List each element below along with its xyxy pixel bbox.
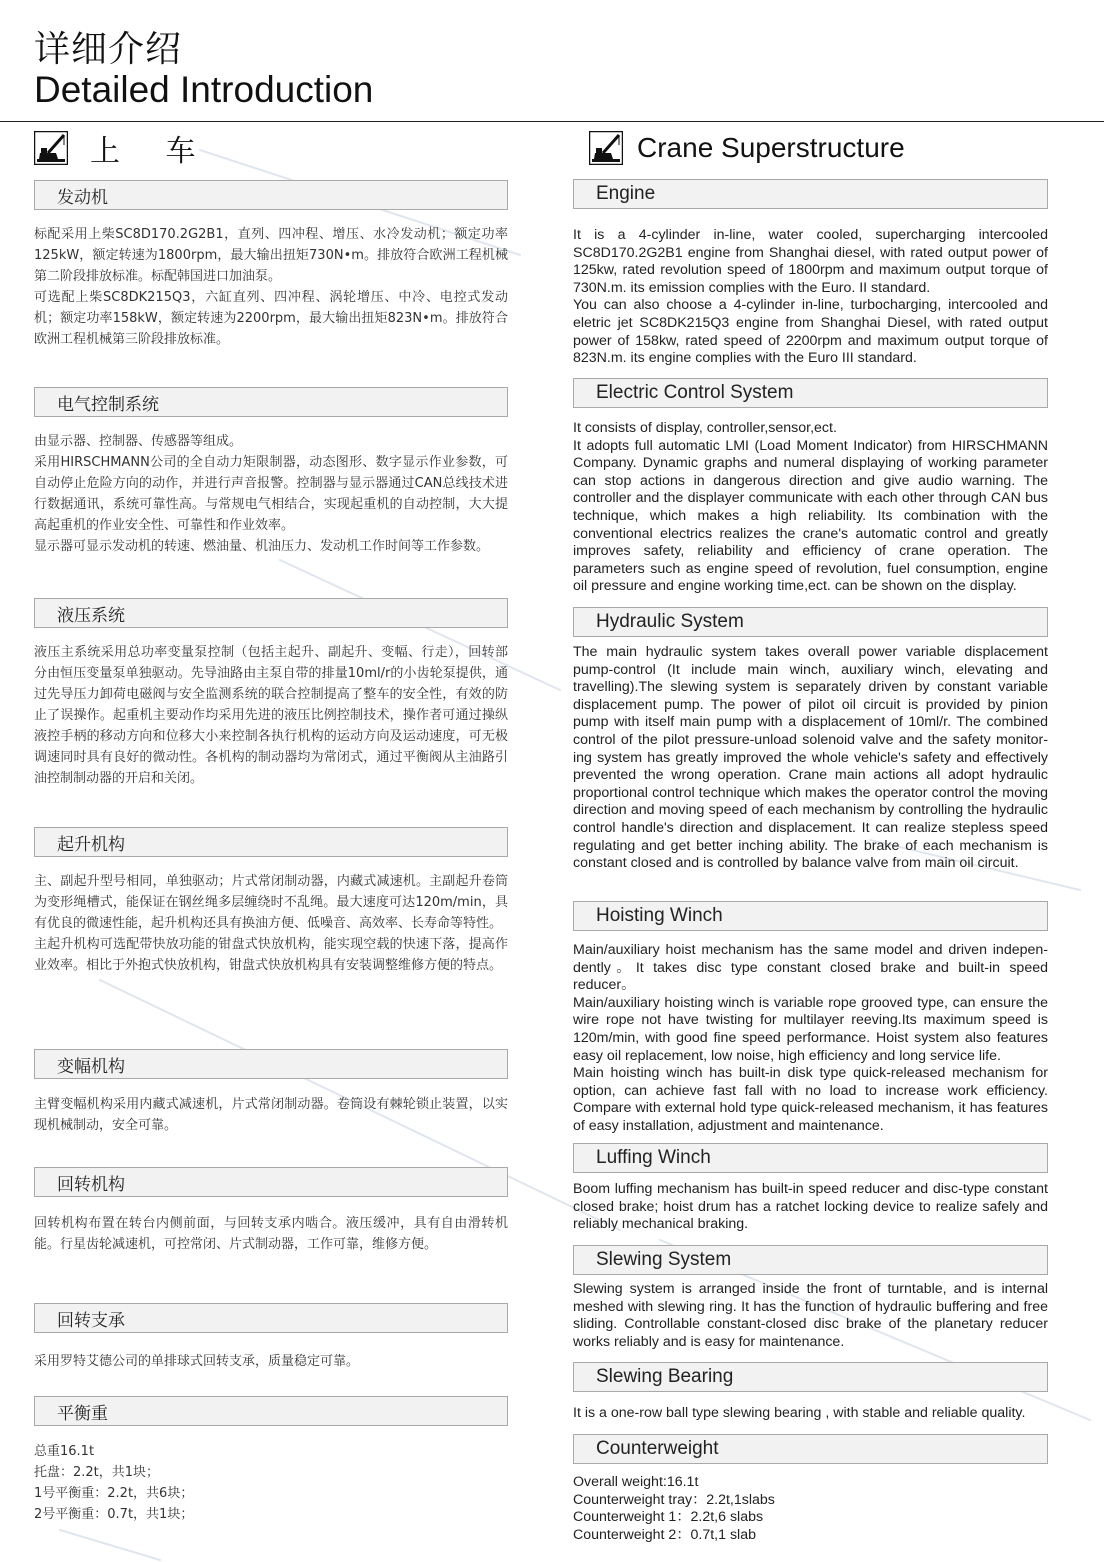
section-hoisting-body [573, 942, 1048, 1136]
paragraph: Main hoisting winch has built-in disk type quick-released mechanism for option, can achieve fast fall with no load to increase work efficiency. Compare with external hold type quick-released mechanism, it has features of easy installation, adjustment and maintenance. [573, 1065, 1048, 1134]
paragraph: 1号平衡重：2.2t，共6块； [34, 1486, 194, 1501]
section-hoisting-body [34, 871, 508, 976]
section-hydraulic-body [34, 642, 508, 789]
page-title [34, 30, 373, 110]
paragraph: It consists of display, controller,sensor,ect. [573, 420, 837, 436]
paragraph: 标配采用上柴SC8D170.2G2B1，直列、四冲程、增压、水冷发动机；额定功率125kW，额定转速为1800rpm，最大输出扭矩730N•m。排放符合欧洲工程机械第二阶段排放标准。标配韩国进口加油泵。 [34, 227, 508, 284]
section-hydraulic-body [573, 644, 1048, 873]
paragraph: 主、副起升型号相同，单独驱动；片式常闭制动器，内藏式减速机。主副起升卷筒为变形绳槽式，能保证在钢丝绳多层缠绕时不乱绳。最大速度可达120m/min，具有优良的微速性能，起升机构还具有换油方便、低噪音、高效率、长寿命等特性。 [34, 874, 508, 931]
section-title: 回转机构 [57, 1174, 125, 1195]
section-title: 平衡重 [57, 1403, 108, 1424]
section-title: Hydraulic System [596, 611, 744, 632]
section-bearing-header [573, 1362, 1048, 1392]
paragraph: 采用罗特艾德公司的单排球式回转支承，质量稳定可靠。 [34, 1354, 360, 1369]
paragraph: It is a 4-cylinder in-line, water cooled, supercharging intercooled SC8D170.2G2B1 engine from Shanghai diesel, with rated output power of 125kw, rated revolution speed of 1800rpm and maximum output torque of 730N.m. its emission complies with the Euro. II standard. [573, 227, 1048, 296]
section-slewing-header [34, 1167, 508, 1197]
left-column-heading [34, 128, 214, 168]
section-title: Hoisting Winch [596, 905, 723, 926]
section-title: Engine [596, 183, 656, 204]
section-engine-header [34, 180, 508, 210]
section-counterweight-body [573, 1474, 1048, 1544]
paragraph: Main/auxiliary hoisting winch is variable rope grooved type, can ensure the wire rope not have twisting for multilayer reeving.Its maximum speed is 120m/min, with good fine speed performance. Hoist system also features easy oil replacement, low noise, high efficiency and long service life. [573, 994, 1048, 1064]
paragraph: Slewing system is arranged inside the front of turntable, and is internal meshed with slewing ring. It has the function of hydraulic buffering and free sliding. Controllable constant-closed disc brake of the planetary reducer works reliably and is easy for maintenance. [573, 1281, 1048, 1350]
paragraph: 总重16.1t [34, 1444, 95, 1459]
section-slewing-body [573, 1281, 1048, 1351]
section-luffing-header [34, 1049, 508, 1079]
section-luffing-body [34, 1094, 508, 1136]
paragraph: 2号平衡重：0.7t，共1块； [34, 1507, 194, 1522]
section-slewing-body [34, 1213, 508, 1255]
section-slewing-header [573, 1245, 1048, 1275]
paragraph: It adopts full automatic LMI (Load Moment Indicator) from HIRSCHMANN Company. Dynamic graphs and numeral displaying of working parameter can stop actions in dangerous direction and give audio warning. The controller and the displayer communicate with each other through CAN bus technique, which makes a high reliability. Its combination with the conventional electrics realizes the crane's automatic control and greatly improves safety, reliability and efficiency of crane operation. The parameters such as engine speed of revolution, fuel consumption, engine oil pressure and engine working time,ect. can be shown on the display. [573, 437, 1048, 595]
right-heading-text: Crane Superstructure [637, 132, 905, 163]
section-title: 液压系统 [57, 605, 125, 626]
paragraph: 托盘：2.2t，共1块； [34, 1465, 160, 1480]
paragraph: The main hydraulic system takes overall power variable displacement pump-control (It include main winch, auxiliary winch, elevating and travelling).The slewing system is separately driven by constant variable displacement pump. The power of pilot oil circuit is provided by pinion pump with itself main pump with a displacement of 10ml/r. The combined control of the pilot pressure-unload solenoid valve and the safety monitor-ing system has greatly improved the whole vehicle's safety and effectively prevented the wrong operation. Crane main actions all adopt hydraulic proportional control technique which makes the operator control the moving direction and moving speed of each mechanism by controlling the hydraulic control handle's direction and displacement. It can realize stepless speed regulating and get better inching ability. The brake of each mechanism is constant closed and is controlled by balance valve from main oil circuit. [573, 644, 1048, 872]
section-counterweight-body [34, 1441, 508, 1525]
section-bearing-body [573, 1405, 1048, 1423]
header-rule [0, 121, 1104, 122]
paragraph: 可选配上柴SC8DK215Q3，六缸直列、四冲程、涡轮增压、中冷、电控式发动机；额定功率158kW，额定转速为2200rpm，最大输出扭矩823N•m。排放符合欧洲工程机械第三阶段排放标准。 [34, 290, 508, 347]
paragraph: It is a one-row ball type slewing bearing , with stable and reliable quality. [573, 1405, 1026, 1421]
paragraph: 回转机构布置在转台内侧前面，与回转支承内啮合。液压缓冲，具有自由滑转机能。行星齿轮减速机，可控常闭、片式制动器，工作可靠，维修方便。 [34, 1216, 508, 1252]
paragraph: Overall weight:16.1t [573, 1474, 699, 1490]
section-title: Electric Control System [596, 382, 794, 403]
section-luffing-body [573, 1181, 1048, 1234]
paragraph: Counterweight 2：0.7t,1 slab [573, 1526, 756, 1543]
paragraph: Main/auxiliary hoist mechanism has the same model and driven indepen-dently。It takes disc type constant closed brake and built-in speed reducer。 [573, 942, 1048, 994]
section-title: Luffing Winch [596, 1147, 711, 1168]
section-title: Slewing Bearing [596, 1366, 734, 1387]
section-hydraulic-header [573, 607, 1048, 637]
section-title: 回转支承 [57, 1310, 125, 1331]
paragraph: Boom luffing mechanism has built-in speed reducer and disc-type constant closed brake; hoist drum has a ratchet locking device to realize safely and reliably mechanical braking. [573, 1181, 1048, 1233]
section-hoisting-header [34, 827, 508, 857]
section-bearing-header [34, 1303, 508, 1333]
paragraph: 主臂变幅机构采用内藏式减速机，片式常闭制动器。卷筒设有棘轮锁止装置，以实现机械制动，安全可靠。 [34, 1097, 508, 1133]
section-electric-body [34, 431, 508, 557]
section-electric-header [573, 378, 1048, 408]
section-title: 起升机构 [57, 834, 125, 855]
paragraph: 采用HIRSCHMANN公司的全自动力矩限制器，动态图形、数字显示作业参数，可自动停止危险方向的动作，并进行声音报警。控制器与显示器通过CAN总线技术进行数据通讯，系统可靠性高。与常规电气相结合，实现起重机的自动控制，大大提高起重机的作业安全性、可靠性和作业效率。 [34, 455, 508, 533]
section-hoisting-header [573, 901, 1048, 931]
section-engine-body [34, 224, 508, 350]
left-heading-text: 上 车 [90, 134, 214, 169]
section-engine-body [573, 227, 1048, 368]
section-engine-header [573, 179, 1048, 209]
section-luffing-header [573, 1143, 1048, 1173]
title-english: Detailed Introduction [34, 69, 374, 110]
section-title: 变幅机构 [57, 1056, 125, 1077]
section-bearing-body [34, 1351, 508, 1372]
paragraph: Counterweight 1：2.2t,6 slabs [573, 1509, 764, 1526]
paragraph: You can also choose a 4-cylinder in-line, turbocharging, intercooled and eletric jet SC8DK215Q3 engine from Shanghai Diesel, with rated output power of 158kw, rated speed of 2200rpm and maximum output torque of 823N.m. its engine complies with the Euro III standard. [573, 297, 1048, 367]
section-hydraulic-header [34, 598, 508, 628]
paragraph: 主起升机构可选配带快放功能的钳盘式快放机构，能实现空载的快速下落，提高作业效率。相比于外抱式快放机构，钳盘式快放机构具有安装调整维修方便的特点。 [34, 937, 508, 973]
paragraph: 显示器可显示发动机的转速、燃油量、机油压力、发动机工作时间等工作参数。 [34, 539, 490, 554]
section-title: Slewing System [596, 1249, 732, 1270]
section-title: 发动机 [57, 187, 108, 208]
section-counterweight-header [34, 1396, 508, 1426]
paragraph: 由显示器、控制器、传感器等组成。 [34, 434, 243, 449]
right-column-heading [589, 128, 905, 168]
crane-icon [589, 131, 623, 165]
paragraph: Counterweight tray：2.2t,1slabs [573, 1491, 775, 1508]
section-electric-header [34, 387, 508, 417]
paragraph: 液压主系统采用总功率变量泵控制（包括主起升、副起升、变幅、行走），回转部分由恒压变量泵单独驱动。先导油路由主泵自带的排量10ml/r的小齿轮泵提供，通过先导压力卸荷电磁阀与安全监测系统的联合控制提高了整车的安全性，有效的防止了误操作。起重机主要动作均采用先进的液压比例控制技术，操作者可通过操纵液控手柄的移动方向和位移大小来控制各执行机构的运动方向及运动速度，可无极调速同时具有良好的微动性。各机构的制动器均为常闭式，通过平衡阀从主油路引油控制制动器的开启和关闭。 [34, 645, 508, 786]
section-counterweight-header [573, 1434, 1048, 1464]
title-chinese: 详细介绍 [34, 29, 183, 70]
section-electric-body [573, 420, 1048, 596]
section-title: Counterweight [596, 1438, 719, 1459]
crane-icon [34, 131, 68, 165]
section-title: 电气控制系统 [57, 394, 159, 415]
